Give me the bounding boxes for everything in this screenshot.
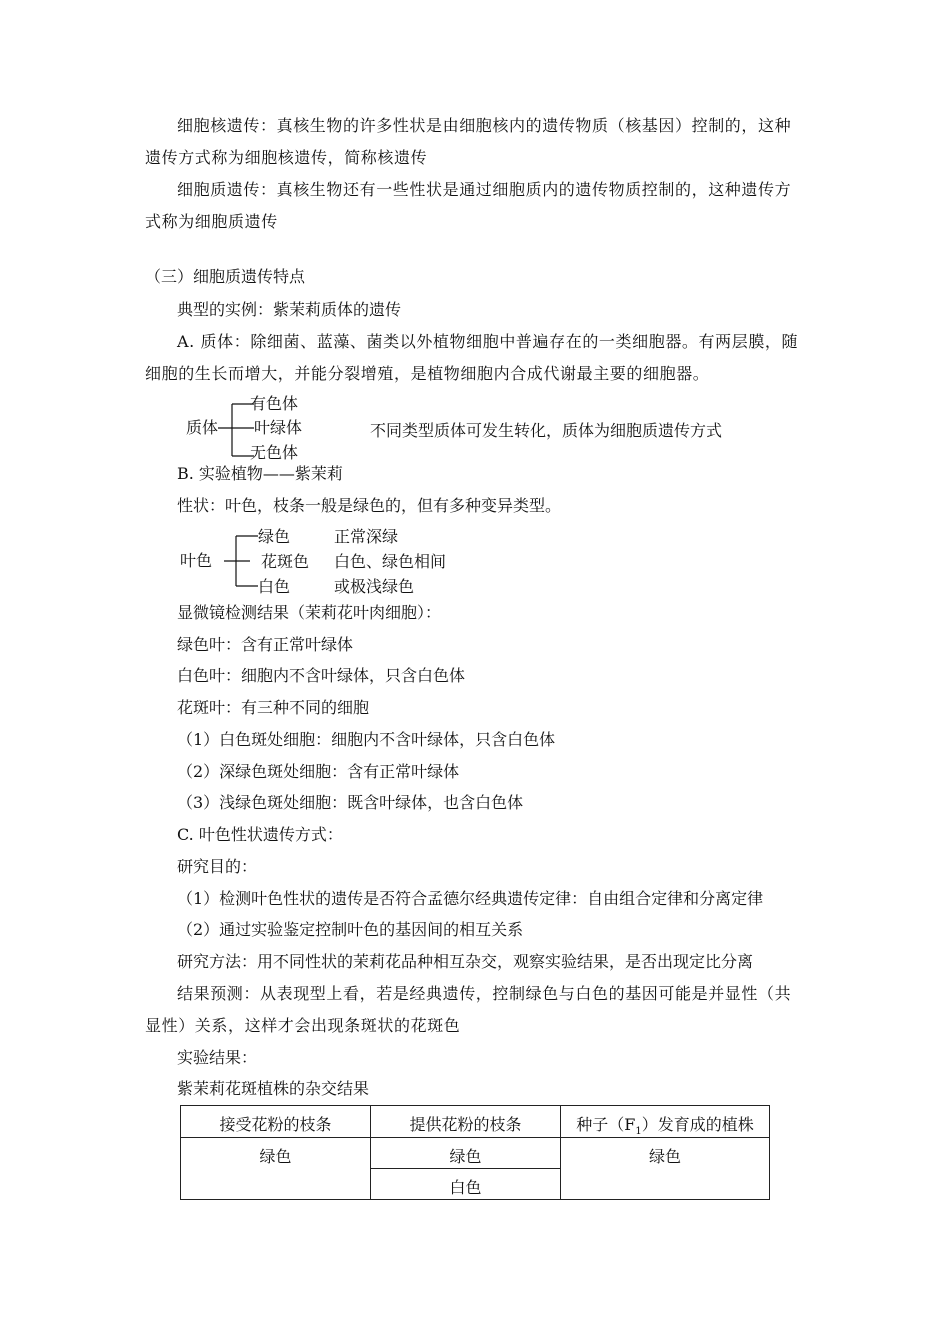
leaf-desc-white: 或极浅绿色 (334, 577, 415, 596)
paragraph-plastid-definition: A. 质体：除细菌、蓝藻、菌类以外植物细胞中普遍存在的一类细胞器。有两层膜，随细胞的生长而增大，并能分裂增殖，是植物细胞内合成代谢最主要的细胞器。 (145, 332, 799, 383)
section-heading: （三）细胞质遗传特点 (145, 267, 306, 286)
plastid-diagram-note: 不同类型质体可发生转化，质体为细胞质遗传方式 (370, 421, 723, 440)
paragraph-prediction: 结果预测：从表现型上看，若是经典遗传，控制绿色与白色的基因可能是并显性（共显性）关系，这样才会出现条斑状的花斑色 (145, 984, 792, 1035)
plastid-branch-chloroplast: 叶绿体 (254, 418, 303, 437)
body-line: （1）白色斑处细胞：细胞内不含叶绿体，只含白色体 (177, 730, 556, 749)
plastid-diagram-root: 质体 (186, 418, 219, 437)
header-offspring: 种子$(F_1)$发育成的植株 (561, 1106, 770, 1138)
results-label: 实验结果： (177, 1048, 258, 1067)
header-receiving-branch: 接受花粉的枝条 (181, 1106, 371, 1138)
paragraph-cytoplasmic-inheritance: 细胞质遗传：真核生物还有一些性状是通过细胞质内的遗传物质控制的，这种遗传方式称为细胞质遗传 (145, 180, 792, 231)
leaf-branch-variegated: 花斑色 (261, 552, 310, 571)
body-line: C. 叶色性状遗传方式： (177, 825, 343, 844)
experiment-plant-line: B. 实验植物——紫茉莉 (177, 464, 343, 483)
cell-providing-green: 绿色 (371, 1138, 561, 1169)
leaf-diagram-root: 叶色 (180, 551, 213, 570)
leaf-desc-variegated: 白色、绿色相间 (334, 552, 447, 571)
leaf-branch-green: 绿色 (258, 527, 291, 546)
body-line: 研究目的： (177, 857, 258, 876)
table-row (181, 1138, 770, 1169)
body-line: （1）检测叶色性状的遗传是否符合孟德尔经典遗传定律：自由组合定律和分离定律 (177, 889, 764, 908)
table-title: 紫茉莉花斑植株的杂交结果 (177, 1079, 370, 1098)
body-line: 绿色叶：含有正常叶绿体 (177, 635, 354, 654)
plastid-branch-leucoplast: 无色体 (250, 443, 299, 462)
cell-receiving-green: 绿色 (181, 1138, 371, 1200)
body-line: 研究方法：用不同性状的茉莉花品种相互杂交，观察实验结果，是否出现定比分离 (177, 952, 754, 971)
table-header-row (181, 1106, 770, 1138)
paragraph-nuclear-inheritance: 细胞核遗传：真核生物的许多性状是由细胞核内的遗传物质（核基因）控制的，这种遗传方式称为细胞核遗传，简称核遗传 (145, 116, 792, 167)
cell-providing-white: 白色 (371, 1169, 561, 1200)
plastid-branch-chromoplast: 有色体 (250, 394, 299, 413)
body-line: （2）通过实验鉴定控制叶色的基因间的相互关系 (177, 920, 524, 939)
body-line: 花斑叶：有三种不同的细胞 (177, 698, 370, 717)
example-line: 典型的实例：紫茉莉质体的遗传 (177, 300, 402, 319)
body-line: 白色叶：细胞内不含叶绿体，只含白色体 (177, 666, 466, 685)
results-table (180, 1105, 770, 1200)
traits-line: 性状：叶色，枝条一般是绿色的，但有多种变异类型。 (177, 496, 562, 515)
body-line: （3）浅绿色斑处细胞：既含叶绿体，也含白色体 (177, 793, 524, 812)
header-providing-branch: 提供花粉的枝条 (371, 1106, 561, 1138)
leaf-desc-green: 正常深绿 (334, 527, 399, 546)
body-line: （2）深绿色斑处细胞：含有正常叶绿体 (177, 762, 460, 781)
cell-offspring-green: 绿色 (561, 1138, 770, 1200)
leaf-branch-white: 白色 (258, 577, 291, 596)
body-line: 显微镜检测结果（茉莉花叶肉细胞）： (177, 603, 442, 622)
